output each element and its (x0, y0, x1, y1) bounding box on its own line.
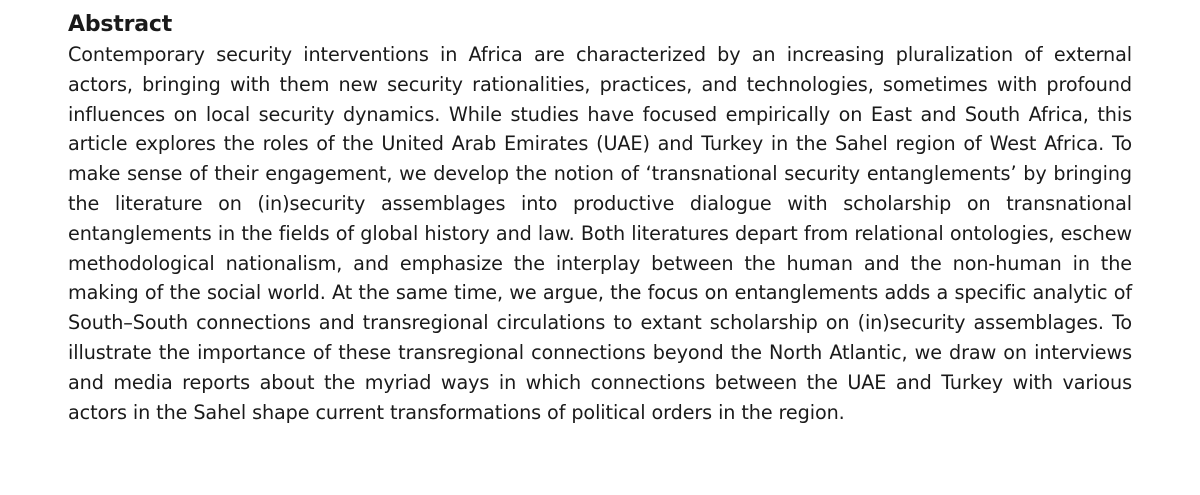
abstract-heading: Abstract (68, 12, 173, 37)
abstract-section (68, 10, 1132, 427)
abstract-body: Contemporary security interventions in Africa are characterized by an increasing pluralization of external actors, bringing with them new security rationalities, practices, and technologies, sometimes with profound influences on local security dynamics. While studies have focused empirically on East and South Africa, this article explores the roles of the United Arab Emirates (UAE) and Turkey in the Sahel region of West Africa. To make sense of their engagement, we develop the notion of ‘transnational security entanglements’ by bringing the literature on (in)security assemblages into productive dialogue with scholarship on transnational entanglements in the fields of global history and law. Both literatures depart from relational ontologies, eschew methodological nationalism, and emphasize the interplay between the human and the non-human in the making of the social world. At the same time, we argue, the focus on entanglements adds a specific analytic of South–South connections and transregional circulations to extant scholarship on (in)security assemblages. To illustrate the importance of these transregional connections beyond the North Atlantic, we draw on interviews and media reports about the myriad ways in which connections between the UAE and Turkey with various actors in the Sahel shape current transformations of political orders in the region. (68, 43, 1132, 424)
